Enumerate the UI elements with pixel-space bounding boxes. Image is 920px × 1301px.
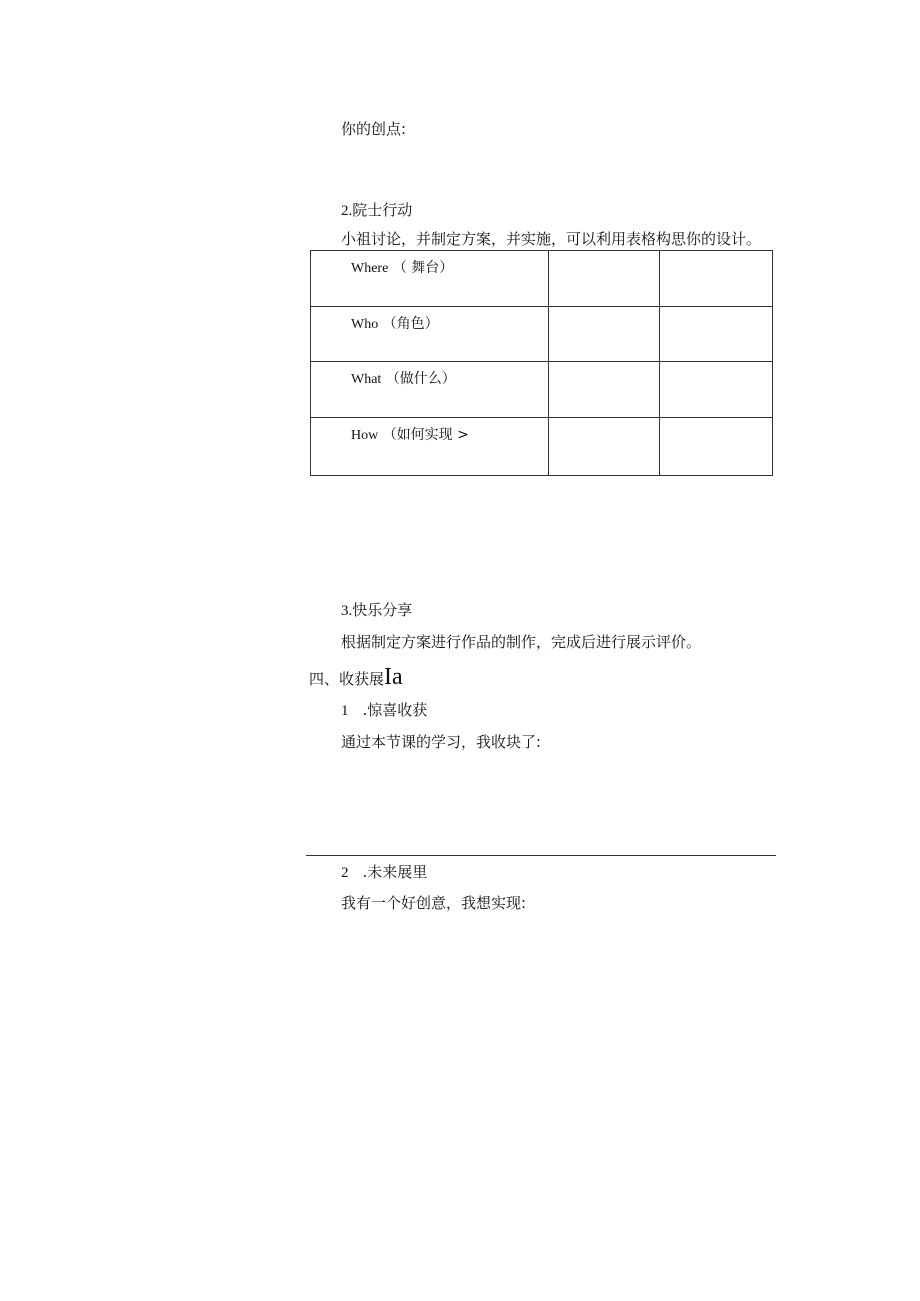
table-cell-label — [311, 307, 549, 362]
sub1-heading — [341, 700, 427, 721]
row-zh-label: （角色） — [382, 316, 439, 332]
table-cell-label — [311, 251, 549, 307]
plan-table — [310, 250, 773, 476]
part4-suffix: Ia — [384, 664, 403, 690]
row-en-label: Who — [351, 317, 379, 332]
table-cell-label — [311, 418, 549, 476]
part4-prefix: 四、收获展 — [309, 670, 385, 688]
table-cell-empty[interactable] — [549, 251, 660, 307]
sub2-heading — [341, 862, 427, 883]
table-cell-empty[interactable] — [660, 251, 773, 307]
row-en-label: Where — [351, 261, 389, 276]
row-zh-label: （做什么） — [385, 371, 456, 387]
sub2-text: 我有一个好创意，我想实现: — [341, 894, 527, 912]
table-cell-empty[interactable] — [660, 307, 773, 362]
section2-number: 2. — [341, 203, 353, 219]
section3-title: 快乐分享 — [352, 601, 413, 619]
row-zh-label: （ 舞台） — [392, 260, 454, 276]
sub1-number: 1 — [341, 703, 349, 719]
part4-heading — [309, 664, 403, 692]
table-cell-empty[interactable] — [549, 362, 660, 418]
section3-text: 根据制定方案进行作品的制作，完成后进行展示评价。 — [341, 633, 702, 651]
table-cell-empty[interactable] — [660, 418, 773, 476]
innovation-prompt: 你的创点: — [341, 120, 407, 138]
table-cell-empty[interactable] — [549, 307, 660, 362]
table-row-where — [311, 251, 773, 307]
row-en-label: How — [351, 428, 379, 443]
table-cell-label — [311, 362, 549, 418]
row-zh-label: （如何实现 > — [382, 427, 469, 443]
sub2-number: 2 — [341, 865, 349, 881]
table-cell-empty[interactable] — [660, 362, 773, 418]
divider-line — [306, 855, 776, 856]
section3-number: 3. — [341, 603, 353, 619]
table-row-who — [311, 307, 773, 362]
sub2-title: .未来展里 — [362, 863, 428, 881]
table-row-how — [311, 418, 773, 476]
section3-heading — [341, 600, 412, 621]
table-row-what — [311, 362, 773, 418]
sub1-title: .惊喜收获 — [362, 701, 428, 719]
sub1-text: 通过本节课的学习，我收块了: — [341, 733, 542, 751]
section2-title: 院士行动 — [352, 201, 413, 219]
section2-instruction: 小祖讨论，并制定方案，并实施，可以利用表格构思你的设计。 — [341, 230, 762, 248]
table-cell-empty[interactable] — [549, 418, 660, 476]
section2-heading — [341, 200, 412, 221]
row-en-label: What — [351, 372, 382, 387]
